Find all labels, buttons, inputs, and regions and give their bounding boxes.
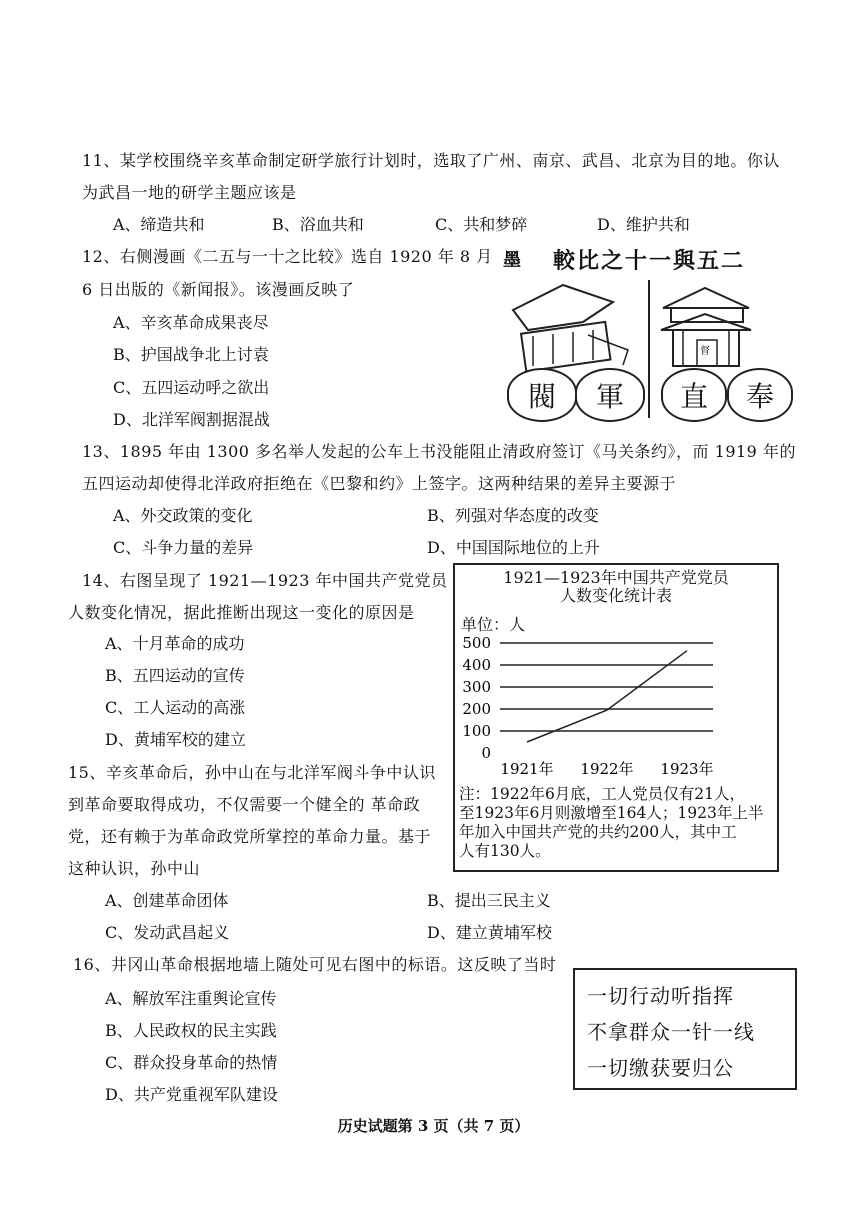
q13-option-c: C、斗争力量的差异 — [113, 538, 254, 557]
chart-xtick-label: 1921年 — [500, 760, 554, 778]
cartoon-barrel-left-2: 軍 — [575, 368, 645, 422]
q14-option-a: A、十月革命的成功 — [105, 634, 245, 653]
chart-ytick-label: 300 — [462, 678, 491, 696]
chart-title-line2: 人数变化统计表 — [559, 586, 672, 605]
q14-stem-line2: 人数变化情况，据此推断出现这一变化的原因是 — [68, 603, 415, 622]
q15-stem-line2: 到革命要取得成功，不仅需要一个健全的 革命政 — [68, 795, 421, 814]
slogan-line-1: 一切行动听指挥 — [587, 984, 734, 1008]
q11-option-a: A、缔造共和 — [113, 215, 205, 234]
q11-stem-line1: 11、某学校围绕辛亥革命制定研学旅行计划时，选取了广州、南京、武昌、北京为目的地。你认 — [82, 151, 780, 170]
q13-option-a: A、外交政策的变化 — [113, 506, 253, 525]
chart-ytick-label: 500 — [462, 634, 491, 652]
page-footer: 历史试题第 3 页（共 7 页） — [337, 1117, 530, 1135]
chart-note-line: 人有130人。 — [459, 842, 551, 860]
chart-note-line: 注：1922年6月底，工人党员仅有21人， — [459, 785, 746, 803]
q12-option-d: D、北洋军阀割据混战 — [113, 410, 270, 429]
q13-stem-line1: 13、1895 年由 1300 多名举人发起的公车上书没能阻止清政府签订《马关条约》，而 1919 年的 — [82, 442, 796, 461]
q15-stem-line3: 党，还有赖于为革命政党所掌控的革命力量。基于 — [68, 827, 432, 846]
q15-stem-line4: 这种认识，孙中山 — [68, 859, 201, 878]
chart-unit-label: 单位：人 — [461, 615, 526, 634]
q15-option-b: B、提出三民主义 — [427, 891, 551, 910]
q11-option-d: D、维护共和 — [597, 215, 690, 234]
slogan-line-3: 一切缴获要归公 — [587, 1056, 734, 1080]
cartoon-sign: 督 — [700, 346, 710, 357]
q15-option-c: C、发动武昌起义 — [105, 923, 230, 942]
chart-ytick-label: 0 — [481, 744, 491, 762]
q15-stem-line1: 15、辛亥革命后，孙中山在与北洋军阀斗争中认识 — [68, 763, 436, 782]
q16-option-d: D、共产党重视军队建设 — [105, 1085, 278, 1104]
chart-xtick-label: 1923年 — [660, 760, 714, 778]
q16-option-c: C、群众投身革命的热情 — [105, 1053, 278, 1072]
cartoon-barrel-right-2: 奉 — [727, 368, 793, 422]
chart-ytick-label: 200 — [462, 700, 491, 718]
q14-option-d: D、黄埔军校的建立 — [105, 730, 246, 749]
cartoon-logo: 墨 — [503, 250, 521, 271]
q13-option-b: B、列强对华态度的改变 — [427, 506, 599, 525]
slogan-box — [573, 968, 797, 1090]
q14-option-c: C、工人运动的高涨 — [105, 698, 246, 717]
q12-option-a: A、辛亥革命成果丧尽 — [113, 313, 269, 332]
cartoon-barrel-left-1: 閥 — [507, 368, 577, 422]
membership-chart — [453, 563, 779, 872]
slogan-line-2: 不拿群众一针一线 — [587, 1020, 755, 1044]
cartoon-title: 較比之十一與五二 — [553, 248, 746, 274]
chart-xtick-label: 1922年 — [580, 760, 634, 778]
q13-option-d: D、中国国际地位的上升 — [427, 538, 600, 557]
q14-option-b: B、五四运动的宣传 — [105, 666, 245, 685]
q11-option-b: B、浴血共和 — [272, 215, 364, 234]
chart-note-line: 至1923年6月则激增至164人；1923年上半 — [459, 804, 764, 822]
q12-option-c: C、五四运动呼之欲出 — [113, 378, 270, 397]
chart-ytick-label: 400 — [462, 656, 491, 674]
q16-stem-line1: 16、井冈山革命根据地墙上随处可见右图中的标语。这反映了当时 — [73, 955, 557, 974]
chart-note-line: 年加入中国共产党的共约200人，其中工 — [459, 823, 737, 841]
q12-stem-line1: 12、右侧漫画《二五与一十之比较》选自 1920 年 8 月 — [82, 247, 493, 266]
chart-note — [459, 785, 773, 861]
q11-stem-line2: 为武昌一地的研学主题应该是 — [82, 183, 297, 202]
q12-stem-line2: 6 日出版的《新闻报》。该漫画反映了 — [82, 280, 355, 299]
q16-option-a: A、解放军注重舆论宣传 — [105, 989, 277, 1008]
q14-stem-line1: 14、右图呈现了 1921—1923 年中国共产党党员 — [82, 571, 448, 590]
q13-stem-line2: 五四运动却使得北洋政府拒绝在《巴黎和约》上签字。这两种结果的差异主要源于 — [82, 474, 677, 493]
q15-option-d: D、建立黄埔军校 — [427, 923, 552, 942]
political-cartoon — [493, 240, 799, 426]
q15-option-a: A、创建革命团体 — [105, 891, 229, 910]
chart-plot — [455, 565, 777, 785]
q12-option-b: B、护国战争北上讨袁 — [113, 345, 269, 364]
cartoon-barrel-right-1: 直 — [661, 368, 727, 422]
chart-ytick-label: 100 — [462, 722, 491, 740]
q16-option-b: B、人民政权的民主实践 — [105, 1021, 277, 1040]
chart-title-line1: 1921—1923年中国共产党党员 — [503, 568, 729, 587]
q11-option-c: C、共和梦碎 — [435, 215, 528, 234]
